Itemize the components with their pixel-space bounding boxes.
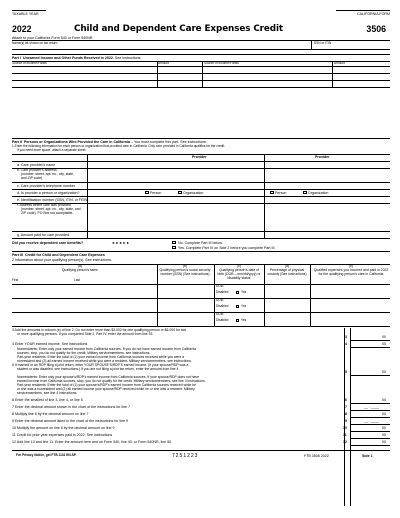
attach-instruction: Attach to your California Form 540 or Form 540NR. xyxy=(12,36,94,40)
disabled-checkbox-2[interactable] xyxy=(236,305,239,308)
row-g-label: g. Amount paid for care provided xyxy=(17,232,69,237)
part2-line1-more: If you need more space, attach a separate sheet. xyxy=(17,148,87,152)
line10-number: 10 xyxy=(343,426,347,430)
row-e-label: e. Identification number (SSN, ITIN, or FEIN) xyxy=(17,197,89,202)
col-a-letter: (a) xyxy=(78,264,82,268)
part1-col-amount-1: Amount xyxy=(158,60,169,65)
provider-header-2: Provider xyxy=(315,155,330,159)
disabled-label-3: Disabled xyxy=(216,318,229,322)
part1-col-source-2: Source of Income/Funds xyxy=(204,60,239,65)
yes-label-3: Yes xyxy=(241,318,247,322)
yes-label-1: Yes xyxy=(241,290,247,294)
no-option-label: No. Complete Part III below. xyxy=(178,241,223,245)
line5-nonresidents: Nonresidents: Enter only your spouse's/RDP's earned income from California sources. If your spouse/RDP does not have earned income from California sources, stop, you do not qualify for the credit. Military servicemembers, see line 4 instructions. Part-year residents: Enter the total of (1) your spouse's/RDP's earned income from California sources received while he or she was a nonresident and (2) all earned income your spouse/RDP received while he or she was a resident. Military servicemembers, see line 4 instructions. xyxy=(17,375,206,395)
row-c-label: c. Care provider's telephone number xyxy=(17,183,76,188)
line7-number: 7 xyxy=(345,405,347,409)
line10-cents: 00 xyxy=(382,426,386,430)
line3-number: 3 xyxy=(345,335,347,339)
line8-cents: 00 xyxy=(382,412,386,416)
line4-text: 4 Enter YOUR earned income. See instructions xyxy=(12,342,88,346)
row-a-label: a. Care provider's name xyxy=(17,162,56,167)
provider2-fields[interactable] xyxy=(265,161,390,238)
no-checkbox[interactable] xyxy=(172,241,176,245)
col-a-label: Qualifying person's name xyxy=(62,267,98,272)
provider-header-1: Provider xyxy=(192,155,207,159)
col-e-header: (e) Qualified expenses you incurred and paid in 2022 for the qualifying person's care in California xyxy=(313,264,389,276)
line11-text: 11 Credit for prior year expenses paid in 2022. See instructions xyxy=(12,433,113,437)
line9-decimal: __ . ____ xyxy=(364,419,379,423)
line12-text: 12 Add line 10 and line 11. Enter the amount here and on Form 540, line 40; or Form 540NR, line 50 xyxy=(12,440,172,444)
disabled-label-2: Disabled xyxy=(216,304,229,308)
line6-number: 6 xyxy=(345,398,347,402)
arrows: ►►►►► xyxy=(112,241,130,245)
col-a-last: Last xyxy=(74,278,81,282)
line7-text: 7 Enter the decimal amount shown in the chart of the instructions for line 7 xyxy=(12,405,131,409)
names-label: Name(s) as shown on tax return xyxy=(12,40,58,45)
line6-text: 6 Enter the smallest of line 3, line 4, or line 5 xyxy=(12,398,83,402)
disabled-checkbox-3[interactable] xyxy=(236,319,239,322)
line4-nonresidents: Nonresidents: Enter only your earned income from California sources. If you do not have earned income from California sources, stop, you do not qualify for the credit. Military servicemembers, see instructions. Part-year residents: Enter the total of (1) your earned income from California sources received while you were a nonresident and (2) all earned income received while you were a resident. Military servicemembers, see instructions. xyxy=(17,347,197,363)
dob-label-1: DOB: xyxy=(216,284,224,288)
form-number: 3506 xyxy=(366,24,386,34)
row-f-label: f. Address where care was provided (number, street, apt. no., city, state, and ZIP code). PO Box not acceptable. xyxy=(17,203,81,215)
qualifying-persons-table[interactable] xyxy=(12,284,390,326)
ssn-field[interactable] xyxy=(312,40,390,50)
amount-fields[interactable] xyxy=(351,328,390,446)
line3-cents: 00 xyxy=(382,335,386,339)
line4-number: 4 xyxy=(345,342,347,346)
ssn-label: SSN or ITIN xyxy=(314,40,332,45)
col-d-header: (d) Percentage of physical custody (See instructions) xyxy=(267,264,307,276)
form-year: 2022 xyxy=(12,24,32,34)
line11-number: 11 xyxy=(343,433,347,437)
part2-heading: Part II Persons or Organizations Who Provided the Care in California – You must complete this part. See instructions. xyxy=(12,139,207,144)
side-label: Side 1 xyxy=(362,454,373,458)
yes-option-label: Yes. Complete Part IV on Side 2 before you complete Part III. xyxy=(178,246,276,250)
col-a-first: First xyxy=(12,278,19,282)
part1-col-amount-2: Amount xyxy=(334,60,345,65)
yes-label-2: Yes xyxy=(241,304,247,308)
line12-cents: 00 xyxy=(382,440,386,444)
line8-text: 8 Multiply line 6 by the decimal amount on line 7 xyxy=(12,412,89,416)
col-c-header: (c) Qualifying person's date of birth (DOB – mm/dd/yyyy) or disability status xyxy=(217,264,261,280)
part3-line2: 2 Information about your qualifying person(s). See instructions. xyxy=(12,258,112,262)
provider2-organization-label: Organization xyxy=(308,190,329,195)
col-b-header: (b) Qualifying person's social security number (SSN) (See instructions) xyxy=(159,264,211,276)
line9-text: 9 Enter the decimal amount listed in the chart of the instructions for line 9 xyxy=(12,419,129,423)
line8-number: 8 xyxy=(345,412,347,416)
form-title: Child and Dependent Care Expenses Credit xyxy=(74,24,284,34)
line7-decimal: __ . ____ xyxy=(364,405,379,409)
line12-number: 12 xyxy=(343,440,347,444)
line11-cents: 00 xyxy=(382,433,386,437)
part3-heading: Part III Credit for Child and Dependent Care Expenses xyxy=(12,252,105,257)
form-page xyxy=(12,10,390,510)
provider1-organization-label: Organization xyxy=(183,190,204,195)
line5-number: 5 xyxy=(345,370,347,374)
part1-col-source-1: Source of Income/Funds xyxy=(12,60,47,65)
row-d-label: d. Is provider a person or organization? xyxy=(17,190,80,195)
provider2-person-label: Person xyxy=(275,190,287,195)
line5-text: 5 If married or an RDP filing a joint return, enter YOUR SPOUSE'S/RDP'S earned income. (If your spouse/RDP was a student or was disabled, see instructions.) If you are not filing a joint tax return, enter the amount from line 4 xyxy=(12,363,189,371)
part1-table-cells[interactable] xyxy=(12,66,390,87)
yes-checkbox[interactable] xyxy=(172,246,176,250)
line10-text: 10 Multiply the amount on line 8 by the decimal amount on line 9 xyxy=(12,426,115,430)
line4-cents: 00 xyxy=(382,342,386,346)
california-form-tag: CALIFORNIA FORM xyxy=(336,10,390,16)
line5-cents: 00 xyxy=(382,370,386,374)
disabled-checkbox-1[interactable] xyxy=(236,291,239,294)
part1-heading: Part I Unearned Income and Other Funds Received in 2022. See instructions. xyxy=(12,55,142,60)
line9-number: 9 xyxy=(345,419,347,423)
dob-label-2: DOB: xyxy=(216,298,224,302)
provider1-fields[interactable] xyxy=(88,161,264,238)
dob-label-3: DOB: xyxy=(216,312,224,316)
line6-cents: 00 xyxy=(382,398,386,402)
dependent-care-question: Did you receive dependent care benefits? xyxy=(12,241,84,245)
row-b-label: b. Care provider's address (number, street, apt. no., city, state, and ZIP code) xyxy=(17,168,74,180)
form-barcode: 7251223 xyxy=(172,453,199,459)
privacy-notice: For Privacy Notice, get FTB 1131 EN-SP. xyxy=(16,453,77,457)
part2-line1: 1 Enter the following information for each person or organization that provided care in California. Only care provided in California qualifies for the credit. xyxy=(12,144,225,148)
provider1-person-label: Person xyxy=(150,190,162,195)
line3-text: 3 Add the amounts in column (e) of line 2. Do not enter more than $3,000 for one qualifying person or $6,000 for two or more qualifying persons. If you completed Side 2, Part IV, enter the amount from line 33 xyxy=(12,328,187,336)
form-id: FTB 3506 2022 xyxy=(304,454,329,458)
names-field[interactable] xyxy=(12,40,312,50)
disabled-label-1: Disabled xyxy=(216,290,229,294)
taxable-year-tag: TAXABLE YEAR xyxy=(12,10,46,16)
